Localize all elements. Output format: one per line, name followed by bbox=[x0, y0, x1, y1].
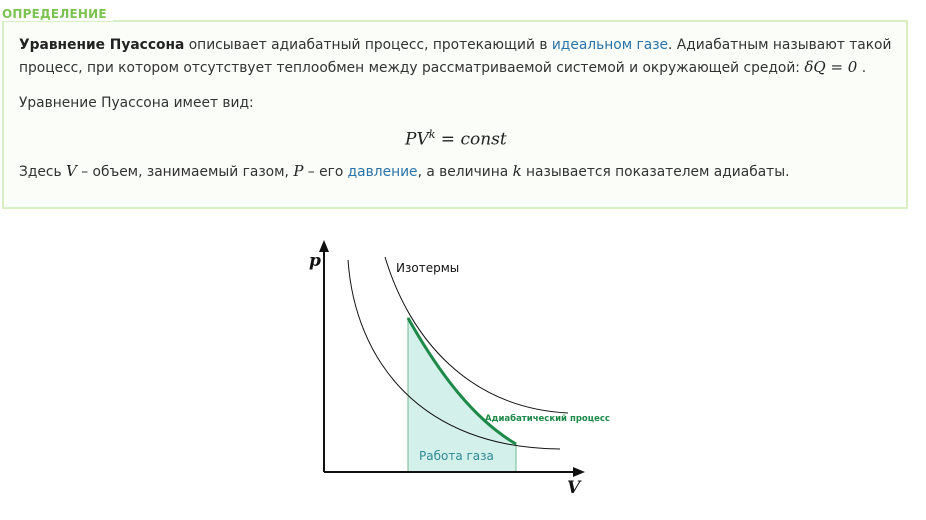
math-k: k bbox=[512, 162, 522, 180]
definition-label: ОПРЕДЕЛЕНИЕ bbox=[2, 7, 113, 21]
ideal-gas-link[interactable]: идеальном газе bbox=[551, 37, 669, 53]
math-delta-q: δQ = 0 bbox=[804, 58, 858, 76]
definition-paragraph-3: Здесь V – объем, занимаемый газом, P – его давление, а величина k называется показателем адиабаты. bbox=[19, 162, 790, 180]
poisson-formula: $PV^k$ = const bbox=[405, 128, 507, 150]
definition-paragraph-1: Уравнение Пуассона описывает адиабатный процесс, протекающий в идеальном газе. Адиабатным называют такой процесс, при котором отсутствует теплообмен между рассматриваемой системой и окружающей средой: δQ = 0 . bbox=[19, 37, 892, 76]
x-axis-arrow bbox=[573, 467, 585, 477]
definition-paragraph-2: Уравнение Пуассона имеет вид: bbox=[19, 95, 254, 111]
work-label: Работа газа bbox=[419, 449, 494, 463]
axis-label-p: p bbox=[309, 251, 321, 271]
axis-label-v: V bbox=[567, 478, 581, 498]
isotherms-label: Изотермы bbox=[396, 261, 460, 275]
pv-diagram bbox=[300, 236, 620, 498]
adiabat-label: Адиабатический процесс bbox=[485, 414, 610, 424]
pressure-link[interactable]: давление bbox=[347, 164, 418, 180]
math-p: P bbox=[293, 162, 304, 180]
math-v: V bbox=[65, 162, 77, 180]
term-poisson-equation: Уравнение Пуассона bbox=[19, 37, 185, 53]
